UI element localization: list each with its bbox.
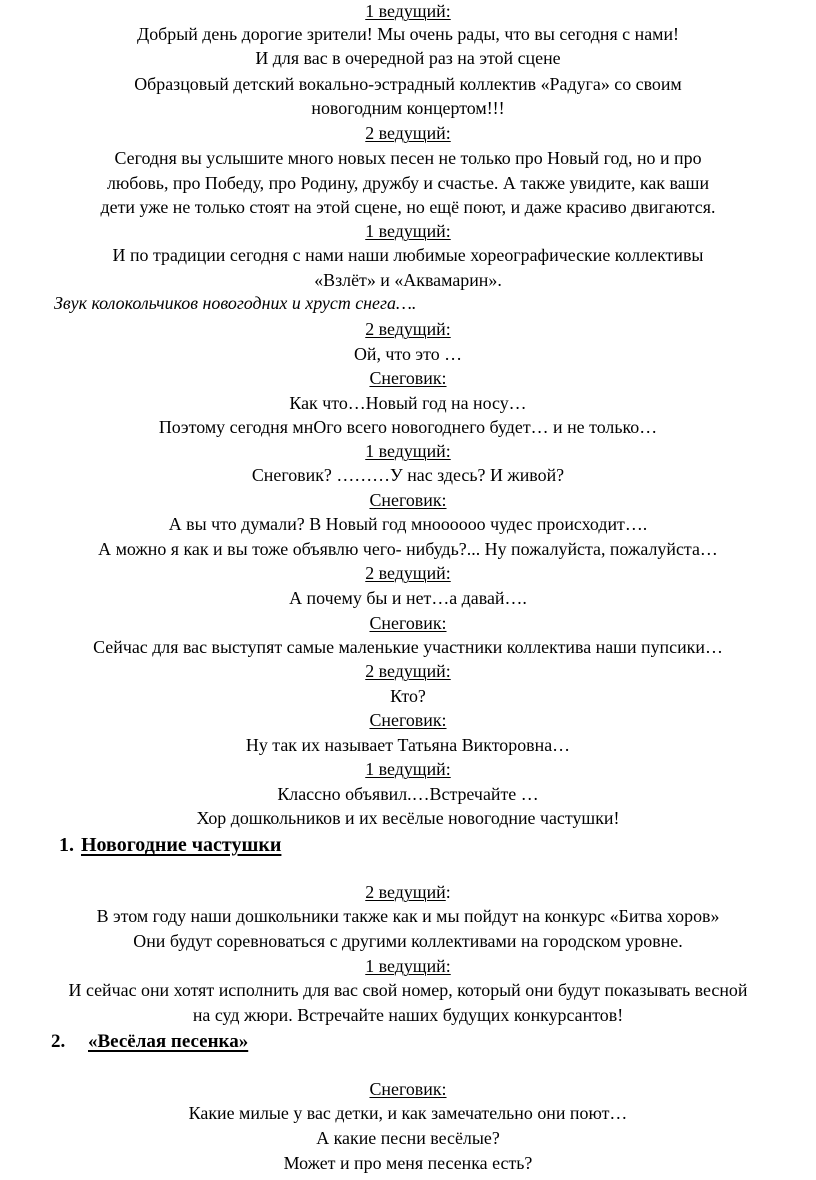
text-line: «Взлёт» и «Аквамарин». <box>314 270 502 290</box>
text-line: новогодним концертом!!! <box>311 98 505 118</box>
text-line: Хор дошкольников и их весёлые новогодние частушки! <box>196 808 620 828</box>
text-line: Поэтому сегодня мнОго всего новогоднего будет… и не только… <box>158 417 658 437</box>
speaker-label: 2 ведущий: <box>365 882 451 902</box>
stage-direction: Звук колокольчиков новогодних и хруст снега…. <box>54 293 417 313</box>
text-line: любовь, про Победу, про Родину, дружбу и счастье. А также увидите, как ваши <box>106 173 710 193</box>
speaker-label: 1 ведущий: <box>365 759 451 779</box>
speaker-label: 2 ведущий: <box>365 123 451 143</box>
speaker-label: Снеговик: <box>369 368 447 388</box>
text-line: на суд жюри. Встречайте наших будущих конкурсантов! <box>192 1005 624 1025</box>
text-line: Образцовый детский вокально-эстрадный коллектив «Радуга» со своим <box>134 74 682 94</box>
speaker-label: Снеговик: <box>369 613 447 633</box>
text-line: Может и про меня песенка есть? <box>283 1153 533 1173</box>
text-line: Как что…Новый год на носу… <box>289 393 527 413</box>
text-line: Классно объявил.…Встречайте … <box>277 784 539 804</box>
text-line: В этом году наши дошкольники также как и мы пойдут на конкурс «Битва хоров» <box>96 906 720 926</box>
program-item-title: «Весёлая песенка» <box>88 1031 249 1052</box>
text-line: Ой, что это … <box>353 344 463 364</box>
speaker-label: 1 ведущий: <box>365 956 451 976</box>
speaker-label: 1 ведущий: <box>365 221 451 241</box>
text-line: Они будут соревноваться с другими коллективами на городском уровне. <box>133 931 683 951</box>
text-line: Кто? <box>390 686 426 706</box>
speaker-label: Снеговик: <box>369 710 447 730</box>
text-line: А какие песни весёлые? <box>316 1128 500 1148</box>
text-line: Ну так их называет Татьяна Викторовна… <box>245 735 571 755</box>
text-line: Снеговик? ………У нас здесь? И живой? <box>251 465 565 485</box>
text-line: Добрый день дорогие зрители! Мы очень рады, что вы сегодня с нами! <box>136 24 680 44</box>
speaker-label: 2 ведущий: <box>365 661 451 681</box>
speaker-label: 1 ведущий: <box>365 441 451 461</box>
text-line: А вы что думали? В Новый год мноооооо чудес происходит…. <box>168 514 648 534</box>
speaker-label: Снеговик: <box>369 1079 447 1099</box>
text-line: дети уже не только стоят на этой сцене, но ещё поют, и даже красиво двигаются. <box>100 197 716 217</box>
speaker-label: 2 ведущий: <box>365 319 451 339</box>
text-line: И для вас в очередной раз на этой сцене <box>255 48 561 68</box>
text-line: Какие милые у вас детки, и как замечательно они поют… <box>188 1103 628 1123</box>
speaker-label: Снеговик: <box>369 490 447 510</box>
text-line: А можно я как и вы тоже объявлю чего- нибудь?... Ну пожалуйста, пожалуйста… <box>98 539 718 559</box>
text-line: Сейчас для вас выступят самые маленькие участники коллектива наши пупсики… <box>93 637 723 657</box>
program-item-number: 1. <box>59 834 74 856</box>
text-line: И по традиции сегодня с нами наши любимые хореографические коллективы <box>112 245 704 265</box>
text-line: Сегодня вы услышите много новых песен не только про Новый год, но и про <box>114 148 702 168</box>
speaker-label: 2 ведущий: <box>365 563 451 583</box>
program-item-number: 2. <box>51 1031 66 1052</box>
speaker-label: 1 ведущий: <box>365 1 451 21</box>
text-line: А почему бы и нет…а давай…. <box>289 588 527 608</box>
program-item-title: Новогодние частушки <box>81 834 282 856</box>
text-line: И сейчас они хотят исполнить для вас свой номер, который они будут показывать весной <box>68 980 748 1000</box>
